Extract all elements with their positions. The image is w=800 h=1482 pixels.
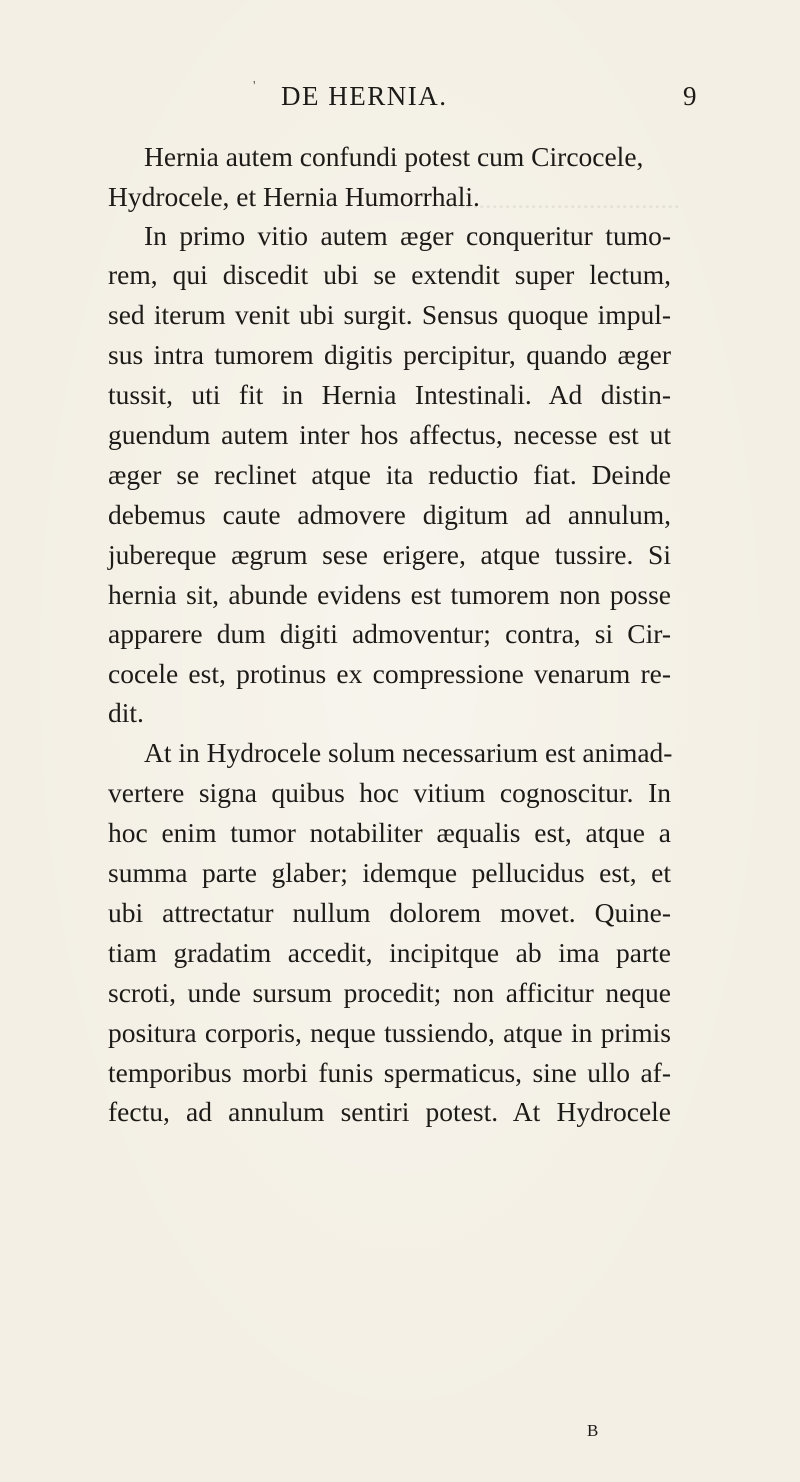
text-line-4: rem, qui discedit ubi se extendit super lectum, <box>108 259 671 290</box>
text-line-5: sed iterum venit ubi surgit. Sensus quoque impul- <box>108 299 671 330</box>
text-line-20: ubi attrectatur nullum dolorem movet. Quine- <box>108 897 671 928</box>
header-mark: ' <box>253 79 256 94</box>
text-line-18: hoc enim tumor notabiliter æqualis est, atque a <box>108 817 671 848</box>
text-line-7: tussit, uti fit in Hernia Intestinali. Ad distin- <box>108 379 671 410</box>
text-line-25: fectu, ad annulum sentiri potest. At Hydrocele <box>108 1096 671 1127</box>
text-line-6: sus intra tumorem digitis percipitur, quando æger <box>108 339 671 370</box>
text-line-13: apparere dum digiti admoventur; contra, si Cir- <box>108 618 671 649</box>
text-line-16: At in Hydrocele solum necessarium est animad- <box>144 737 673 768</box>
text-line-15: dit. <box>108 697 144 728</box>
text-line-17: vertere signa quibus hoc vitium cognoscitur. In <box>108 777 671 808</box>
text-line-10: debemus caute admovere digitum ad annulum, <box>108 499 671 530</box>
text-line-8: guendum autem inter hos affectus, necesse est ut <box>108 419 671 450</box>
show-through-texture: ................................... <box>452 185 680 214</box>
page-number: 9 <box>683 81 697 111</box>
text-line-23: positura corporis, neque tussiendo, atque in primis <box>108 1017 671 1048</box>
signature-mark: B <box>587 1421 599 1440</box>
text-line-11: jubereque ægrum sese erigere, atque tussire. Si <box>108 539 671 570</box>
running-title: DE HERNIA. <box>281 81 448 111</box>
text-line-14: cocele est, protinus ex compressione venarum re- <box>108 658 671 689</box>
text-line-2: Hydrocele, et Hernia Humorrhali. <box>108 181 480 212</box>
text-line-3: In primo vitio autem æger conqueritur tumo- <box>144 220 671 251</box>
text-line-21: tiam gradatim accedit, incipitque ab ima parte <box>108 937 671 968</box>
text-line-1: Hernia autem confundi potest cum Circocele, <box>144 141 644 172</box>
text-line-12: hernia sit, abunde evidens est tumorem non posse <box>108 579 671 610</box>
text-line-22: scroti, unde sursum procedit; non afficitur neque <box>108 977 671 1008</box>
text-line-19: summa parte glaber; idemque pellucidus est, et <box>108 857 671 888</box>
text-line-9: æger se reclinet atque ita reductio fiat. Deinde <box>108 459 671 490</box>
text-line-24: temporibus morbi funis spermaticus, sine ullo af- <box>108 1057 671 1088</box>
